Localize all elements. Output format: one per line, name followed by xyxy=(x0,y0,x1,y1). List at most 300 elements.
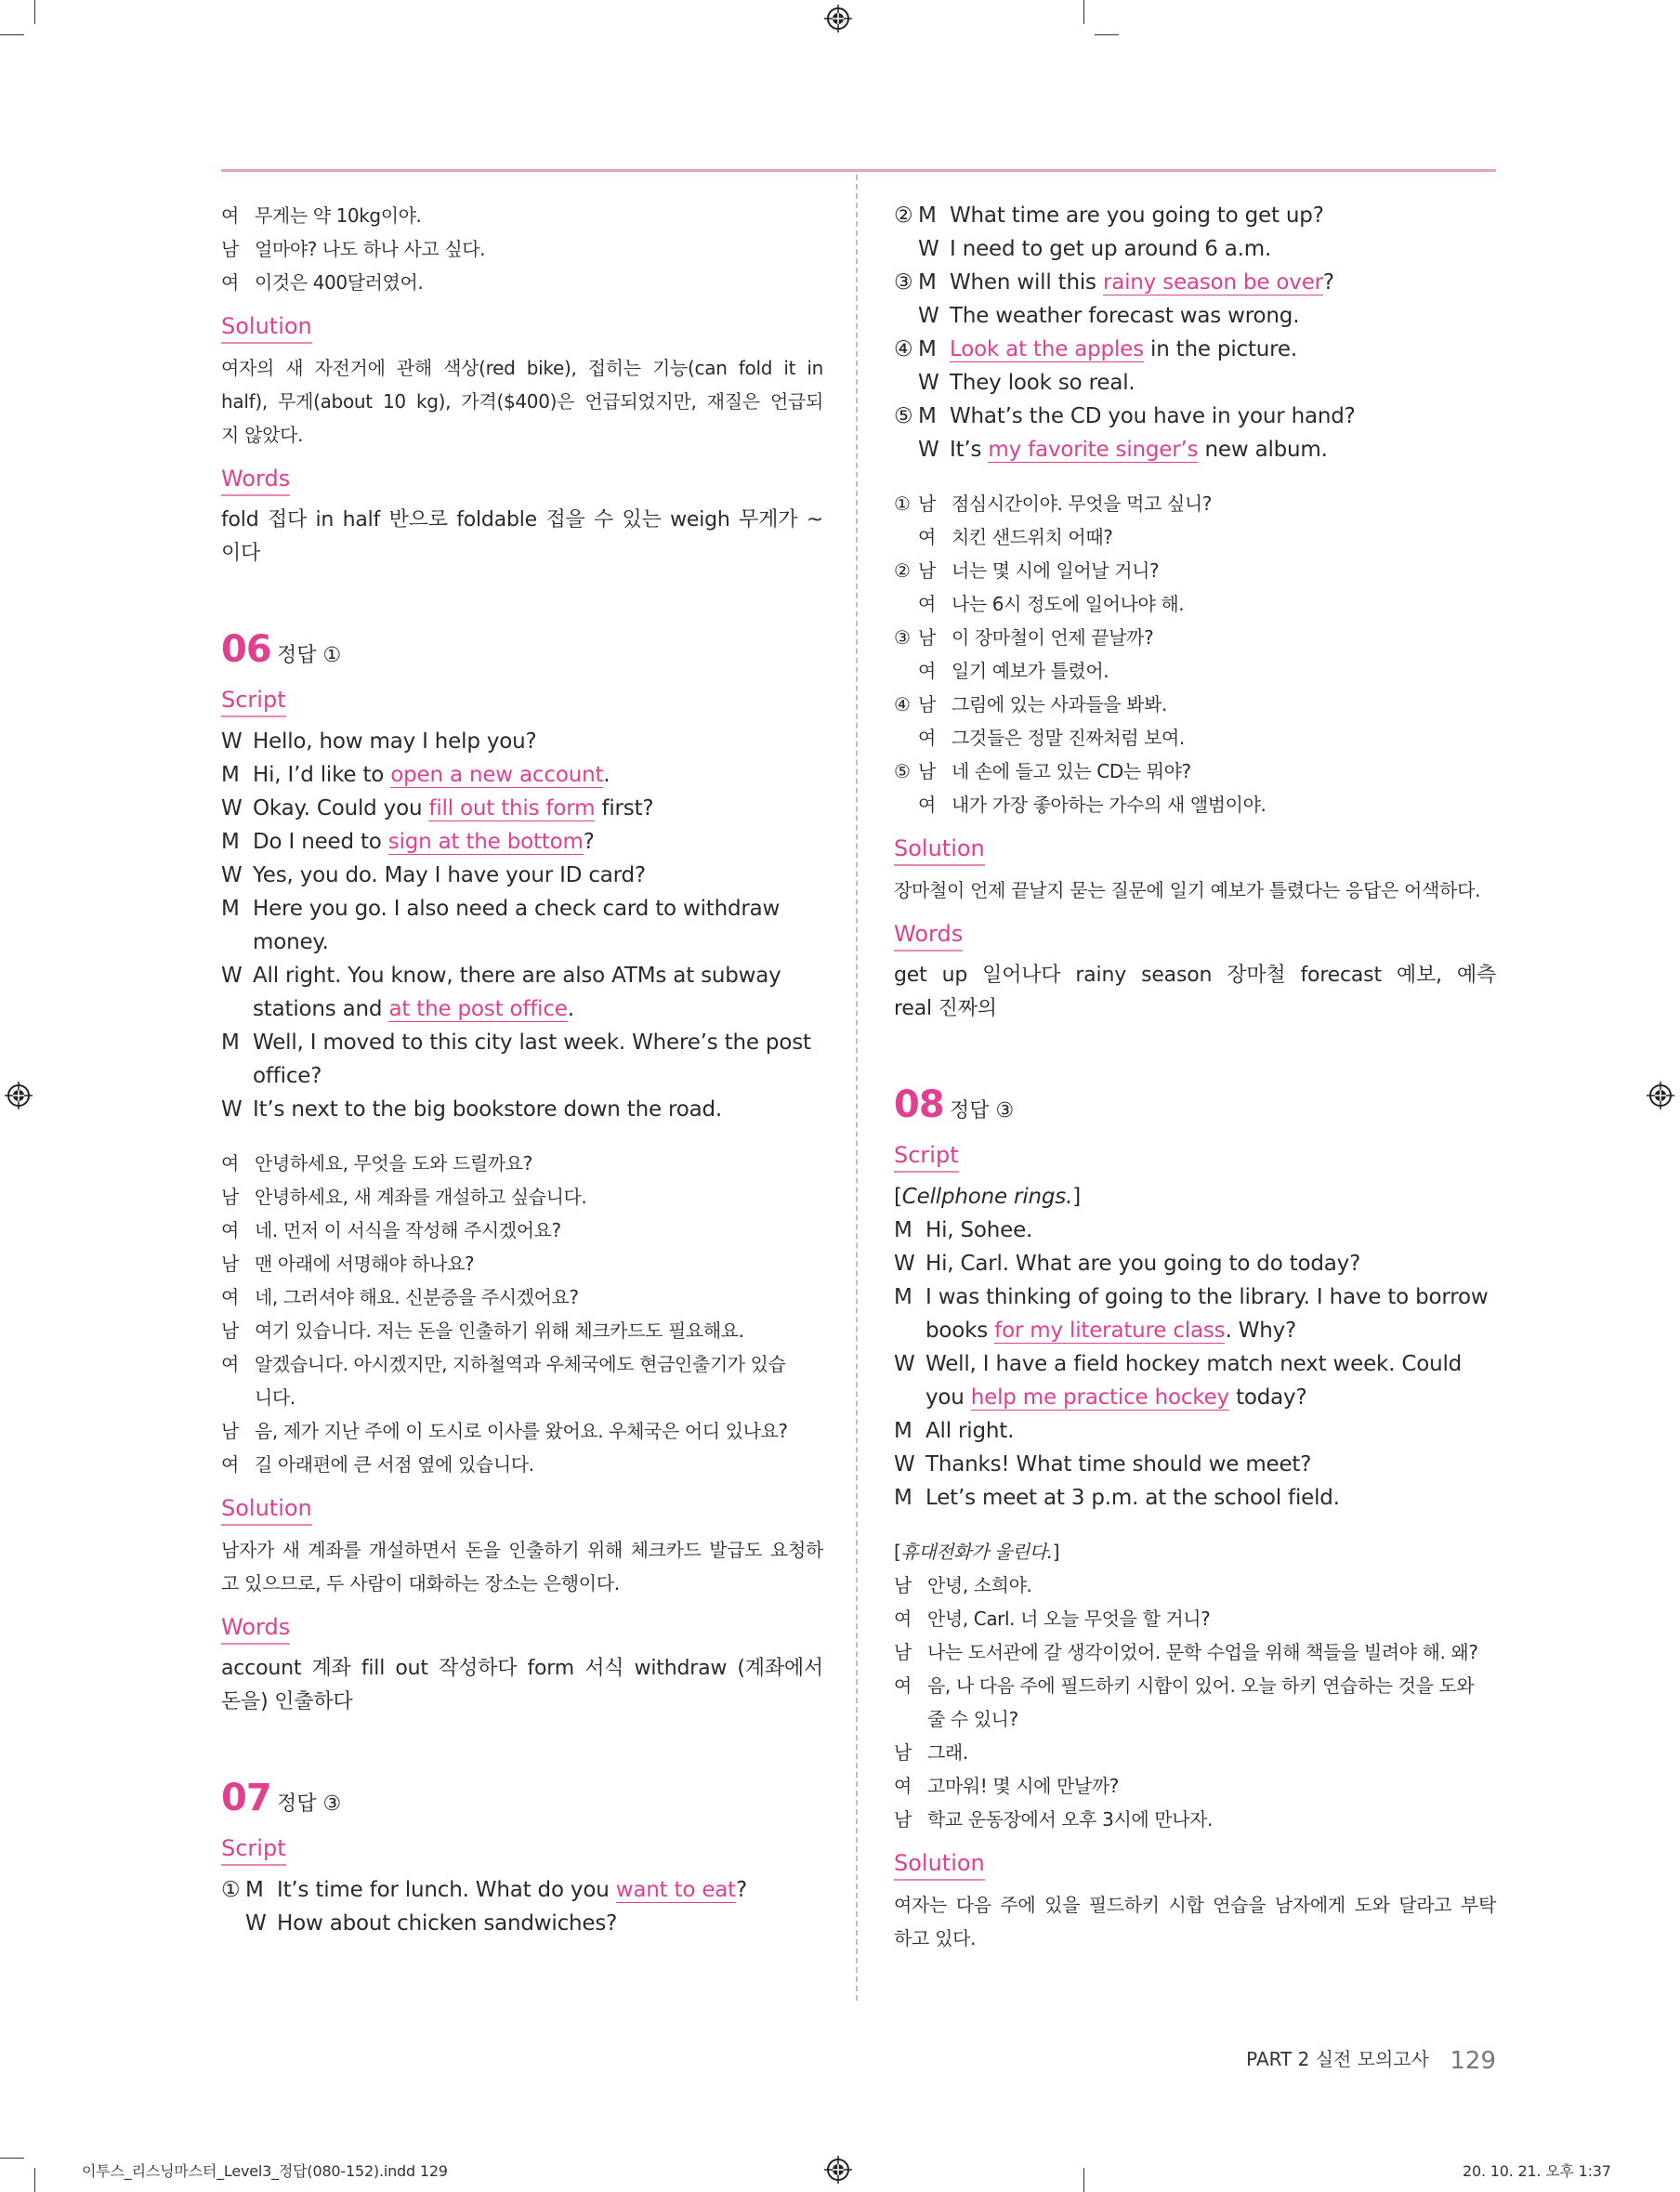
highlight-blank: want to eat xyxy=(615,1878,736,1902)
script-line xyxy=(894,199,1496,232)
speaker-label: M xyxy=(894,1486,912,1510)
line-text-part: Hi, I’d like to xyxy=(253,763,391,787)
line-text-part: How about chicken sandwiches? xyxy=(277,1911,618,1936)
speaker-label: 여 xyxy=(221,271,239,294)
words-text xyxy=(221,1652,823,1719)
line-text: 치킨 샌드위치 어때? xyxy=(952,526,1113,548)
script-line xyxy=(894,1214,1496,1247)
line-text-part: office? xyxy=(253,1064,322,1088)
line-text xyxy=(925,1314,1496,1347)
translation-line xyxy=(894,487,1496,520)
item-number: ⑤ xyxy=(894,760,911,782)
line-text-part: . xyxy=(603,763,610,787)
solution-line: 고 있으므로, 두 사람이 대화하는 장소는 은행이다. xyxy=(221,1572,620,1595)
line-text-part: What time are you going to get up? xyxy=(950,203,1324,228)
speaker-label: W xyxy=(918,304,939,328)
line-text: 네. 먼저 이 서식을 작성해 주시겠어요? xyxy=(255,1219,561,1241)
line-text: 내가 가장 좋아하는 가수의 새 앨범이야. xyxy=(952,794,1267,816)
registration-mark-icon xyxy=(824,5,852,33)
translation-line xyxy=(221,1347,823,1381)
item-number xyxy=(894,232,918,266)
answer-label: 정답 ① xyxy=(277,644,342,667)
speaker-label: W xyxy=(221,863,243,887)
translation-line-cont xyxy=(894,1702,1496,1736)
speaker-label: W xyxy=(918,237,939,261)
line-text: 나는 6시 정도에 일어나야 해. xyxy=(952,593,1185,615)
line-text: 니다. xyxy=(255,1386,295,1409)
words-label: Words xyxy=(221,1611,290,1645)
highlight-blank: for my literature class xyxy=(994,1319,1226,1343)
line-text-part: It’s time for lunch. What do you xyxy=(277,1878,616,1902)
solution-text xyxy=(894,873,1496,907)
question-header-07 xyxy=(221,1777,823,1819)
speaker-label: W xyxy=(894,1452,915,1477)
line-text xyxy=(950,199,1496,232)
script-line xyxy=(221,1093,823,1126)
item-number: ① xyxy=(894,492,911,515)
right-column xyxy=(894,199,1496,1955)
crop-mark xyxy=(34,2168,35,2192)
script-line xyxy=(894,1448,1496,1481)
item-number xyxy=(894,788,918,821)
script-line xyxy=(221,758,823,792)
speaker-label: M xyxy=(221,830,240,854)
line-text: 맨 아래에 서명해야 하나요? xyxy=(255,1253,475,1275)
line-text: 줄 수 있니? xyxy=(927,1708,1018,1730)
line-text xyxy=(253,825,823,859)
line-text xyxy=(253,925,823,959)
script-line xyxy=(221,1907,823,1940)
column-divider xyxy=(856,175,858,2001)
script-line xyxy=(894,266,1496,299)
line-text xyxy=(253,792,823,825)
line-text: 그것들은 정말 진짜처럼 보여. xyxy=(952,727,1185,749)
line-text-part: new album. xyxy=(1198,438,1328,462)
script-line xyxy=(894,1280,1496,1314)
solution-label: Solution xyxy=(894,1847,985,1881)
question-number: 06 xyxy=(221,628,271,671)
script-dialogue xyxy=(221,725,823,1126)
script-line xyxy=(221,859,823,892)
solution-label: Solution xyxy=(221,310,312,344)
line-text xyxy=(253,892,823,925)
translation-line xyxy=(221,232,823,266)
speaker-label: W xyxy=(894,1252,915,1276)
speaker-label: 여 xyxy=(894,1775,912,1797)
speaker-spacer xyxy=(221,925,253,959)
script-line-cont xyxy=(894,1381,1496,1414)
words-line: account 계좌 fill out 작성하다 form 서식 withdraw (계좌에서 xyxy=(221,1657,823,1680)
speaker-label: M xyxy=(221,1030,240,1055)
script-label: Script xyxy=(221,684,286,717)
line-text-part: What’s the CD you have in your hand? xyxy=(950,404,1356,428)
words-line: 돈을) 인출하다 xyxy=(221,1690,353,1713)
speaker-label: 여 xyxy=(894,1674,912,1697)
speaker-label: 남 xyxy=(894,1574,912,1596)
words-text xyxy=(894,959,1496,1026)
script-line xyxy=(221,825,823,859)
slug-date: 20. 10. 21. 오후 1:37 xyxy=(1463,2162,1611,2180)
speaker-label: W xyxy=(221,1097,243,1122)
item-number: ⑤ xyxy=(894,404,913,428)
translation-dialogue xyxy=(221,1147,823,1481)
line-text-part: All right. xyxy=(925,1419,1015,1443)
line-text-part: . Why? xyxy=(1225,1319,1296,1343)
translation-line xyxy=(221,1147,823,1180)
speaker-label: 여 xyxy=(918,526,936,548)
line-text-part: first? xyxy=(595,796,654,820)
speaker-label: 남 xyxy=(918,626,936,649)
line-text xyxy=(925,1448,1496,1481)
line-text-part: Okay. Could you xyxy=(253,796,429,820)
translation-line xyxy=(221,1280,823,1314)
line-text xyxy=(950,433,1496,466)
line-text xyxy=(925,1280,1496,1314)
registration-mark-icon xyxy=(5,1082,33,1109)
highlight-blank: fill out this form xyxy=(428,796,596,820)
left-column xyxy=(221,199,823,1940)
line-text-part: today? xyxy=(1228,1385,1307,1410)
line-text-part: When will this xyxy=(950,270,1103,295)
speaker-label: 여 xyxy=(918,727,936,749)
line-text: 음, 제가 지난 주에 이 도시로 이사를 왔어요. 우체국은 어디 있나요? xyxy=(255,1420,788,1442)
line-text xyxy=(950,400,1496,433)
speaker-label: 남 xyxy=(221,1319,239,1342)
line-text: 네, 그러셔야 해요. 신분증을 주시겠어요? xyxy=(255,1286,579,1308)
speaker-spacer xyxy=(894,1314,925,1347)
highlight-blank: open a new account xyxy=(390,763,604,787)
translation-line xyxy=(894,1635,1496,1669)
line-text-part: you xyxy=(925,1385,971,1410)
line-text xyxy=(253,1059,823,1093)
line-text xyxy=(253,1026,823,1059)
item-number: ① xyxy=(221,1878,241,1902)
solution-text xyxy=(221,351,823,452)
translation-line xyxy=(221,266,823,299)
line-text-part: Hi, Carl. What are you going to do today? xyxy=(925,1252,1361,1276)
line-text: 학교 운동장에서 오후 3시에 만나자. xyxy=(927,1808,1213,1831)
script-line xyxy=(221,1026,823,1059)
line-text xyxy=(950,266,1496,299)
line-text: 고마워! 몇 시에 만날까? xyxy=(927,1775,1119,1797)
line-text: 그래. xyxy=(927,1741,968,1764)
solution-label: Solution xyxy=(221,1492,312,1526)
item-number xyxy=(894,654,918,688)
solution-label: Solution xyxy=(894,833,985,866)
line-text: 안녕, Carl. 너 오늘 무엇을 할 거니? xyxy=(927,1608,1211,1630)
speaker-label: M xyxy=(894,1419,912,1443)
line-text-part: stations and xyxy=(253,997,389,1021)
script-line-cont xyxy=(221,925,823,959)
highlight-blank: sign at the bottom xyxy=(387,830,584,854)
item-number xyxy=(894,587,918,621)
words-label: Words xyxy=(221,463,290,496)
line-text xyxy=(950,333,1496,366)
speaker-label: M xyxy=(894,1218,912,1242)
item-number xyxy=(894,299,918,333)
answer-label: 정답 ③ xyxy=(950,1099,1015,1122)
speaker-label: M xyxy=(221,897,240,921)
script-line xyxy=(221,725,823,758)
speaker-label: 여 xyxy=(221,1152,239,1175)
translation-line xyxy=(894,1602,1496,1635)
answer-label: 정답 ③ xyxy=(277,1792,342,1816)
translation-line xyxy=(894,1569,1496,1602)
solution-line: half), 무게(about 10 kg), 가격($400)은 언급되었지만, 재질은 언급되 xyxy=(221,390,823,413)
translation-line xyxy=(894,1803,1496,1836)
speaker-label: M xyxy=(245,1878,264,1902)
line-text: 나는 도서관에 갈 생각이었어. 문학 수업을 위해 책들을 빌려야 해. 왜? xyxy=(927,1641,1478,1663)
translation-line xyxy=(894,587,1496,621)
translation-dialogue xyxy=(894,487,1496,821)
words-line: get up 일어나다 rainy season 장마철 forecast 예보, 예측 xyxy=(894,964,1496,987)
line-text: 안녕하세요, 무엇을 도와 드릴까요? xyxy=(255,1152,532,1175)
script-line-cont xyxy=(221,992,823,1026)
solution-text xyxy=(221,1533,823,1600)
question-number: 07 xyxy=(221,1777,271,1819)
translation-line xyxy=(894,788,1496,821)
line-text-part: All right. You know, there are also ATMs at subway xyxy=(253,964,781,988)
line-text: 음, 나 다음 주에 필드하키 시합이 있어. 오늘 하키 연습하는 것을 도와 xyxy=(927,1674,1475,1697)
line-text xyxy=(950,366,1496,400)
script-line xyxy=(894,1247,1496,1280)
script-line xyxy=(221,792,823,825)
script-label: Script xyxy=(894,1139,959,1173)
speaker-spacer xyxy=(221,992,253,1026)
highlight-blank: my favorite singer’s xyxy=(988,438,1199,462)
script-dialogue xyxy=(221,1873,823,1940)
line-text-part: Do I need to xyxy=(253,830,388,854)
solution-line: 여자의 새 자전거에 관해 색상(red bike), 접히는 기능(can fold it in xyxy=(221,357,823,379)
words-text xyxy=(221,504,823,571)
script-line-cont xyxy=(894,1314,1496,1347)
line-text: 얼마야? 나도 하나 사고 싶다. xyxy=(255,238,486,260)
translation-line xyxy=(894,721,1496,755)
words-line: real 진짜의 xyxy=(894,997,997,1020)
line-text: 너는 몇 시에 일어날 거니? xyxy=(952,559,1160,582)
line-text: 이것은 400달러였어. xyxy=(255,271,424,294)
line-text-part: books xyxy=(925,1319,995,1343)
line-text xyxy=(253,725,823,758)
item-number: ② xyxy=(894,203,913,228)
line-text-part: Let’s meet at 3 p.m. at the school field. xyxy=(925,1486,1340,1510)
intro-translation xyxy=(221,199,823,299)
highlight-blank: Look at the apples xyxy=(950,337,1144,361)
translation-line xyxy=(221,1214,823,1247)
translation-line xyxy=(894,1769,1496,1803)
script-line-cont xyxy=(221,1059,823,1093)
script-line xyxy=(894,232,1496,266)
speaker-label: W xyxy=(221,964,243,988)
question-number: 08 xyxy=(894,1083,944,1126)
speaker-label: W xyxy=(245,1911,267,1936)
registration-mark-icon xyxy=(1647,1082,1674,1109)
crop-mark xyxy=(1095,34,1119,35)
line-text-part: Hello, how may I help you? xyxy=(253,729,537,754)
translation-line xyxy=(894,654,1496,688)
speaker-label: W xyxy=(894,1352,915,1376)
line-text-part: I need to get up around 6 a.m. xyxy=(950,237,1272,261)
line-text xyxy=(925,1414,1496,1448)
stage-direction-kr: [휴대전화가 울린다.] xyxy=(894,1541,1060,1563)
speaker-label: 남 xyxy=(918,693,936,715)
line-text: 일기 예보가 틀렸어. xyxy=(952,660,1109,682)
line-text: 안녕하세요, 새 계좌를 개설하고 싶습니다. xyxy=(255,1186,587,1208)
line-text xyxy=(277,1873,823,1907)
crop-mark xyxy=(34,0,35,24)
crop-mark xyxy=(0,2158,24,2159)
translation-line xyxy=(894,755,1496,788)
line-text-part: money. xyxy=(253,930,329,954)
item-number: ③ xyxy=(894,626,911,649)
line-text xyxy=(925,1381,1496,1414)
speaker-label: 남 xyxy=(221,1253,239,1275)
speaker-label: 남 xyxy=(894,1641,912,1663)
stage-direction: [Cellphone rings.] xyxy=(894,1185,1081,1209)
line-text-part: Here you go. I also need a check card to withdraw xyxy=(253,897,781,921)
speaker-spacer xyxy=(221,1059,253,1093)
crop-mark xyxy=(1083,0,1084,24)
script-line xyxy=(894,366,1496,400)
speaker-label: 남 xyxy=(221,238,239,260)
speaker-label: 남 xyxy=(894,1741,912,1764)
speaker-label: M xyxy=(918,203,937,228)
line-text-part: I was thinking of going to the library. I have to borrow xyxy=(925,1285,1489,1309)
line-text xyxy=(950,232,1496,266)
script-line xyxy=(894,333,1496,366)
solution-line: 장마철이 언제 끝날지 묻는 질문에 일기 예보가 틀렸다는 응답은 어색하다. xyxy=(894,879,1481,901)
speaker-label: 남 xyxy=(918,559,936,582)
speaker-label: 여 xyxy=(918,660,936,682)
line-text-part: ? xyxy=(1322,270,1334,295)
speaker-label: 여 xyxy=(918,593,936,615)
solution-line: 지 않았다. xyxy=(221,424,304,446)
line-text-part: They look so real. xyxy=(950,371,1135,395)
line-text: 점심시간이야. 무엇을 먹고 싶니? xyxy=(952,492,1213,515)
translation-line xyxy=(894,621,1496,654)
speaker-label: W xyxy=(221,796,243,820)
line-text-part: in the picture. xyxy=(1143,337,1297,361)
speaker-spacer xyxy=(894,1381,925,1414)
translation-line xyxy=(894,1669,1496,1702)
speaker-label: 여 xyxy=(221,1353,239,1375)
speaker-label: 여 xyxy=(894,1608,912,1630)
speaker-label: 여 xyxy=(221,1453,239,1476)
speaker-label: 남 xyxy=(221,1186,239,1208)
words-line: fold 접다 in half 반으로 foldable 접을 수 있는 weigh 무게가 ~ xyxy=(221,508,823,532)
speaker-label: W xyxy=(221,729,243,754)
line-text-part: Yes, you do. May I have your ID card? xyxy=(253,863,646,887)
item-number xyxy=(894,366,918,400)
speaker-label: 남 xyxy=(894,1808,912,1831)
script-line xyxy=(221,1873,823,1907)
speaker-label: M xyxy=(918,404,937,428)
line-text: 이 장마철이 언제 끝날까? xyxy=(952,626,1154,649)
crop-mark xyxy=(0,34,24,35)
line-text xyxy=(925,1481,1496,1515)
translation-line xyxy=(221,1414,823,1448)
speaker-spacer xyxy=(894,1702,927,1736)
line-text: 알겠습니다. 아시겠지만, 지하철역과 우체국에도 현금인출기가 있습 xyxy=(255,1353,786,1375)
speaker-label: 남 xyxy=(918,492,936,515)
speaker-label: W xyxy=(918,438,939,462)
speaker-label: 여 xyxy=(221,1219,239,1241)
line-text-part: Hi, Sohee. xyxy=(925,1218,1033,1242)
line-text xyxy=(925,1347,1496,1381)
item-number xyxy=(894,520,918,554)
script-dialogue xyxy=(894,1214,1496,1515)
script-line xyxy=(894,1414,1496,1448)
line-text: 무게는 약 10kg이야. xyxy=(255,204,422,227)
line-text xyxy=(253,859,823,892)
line-text xyxy=(253,959,823,992)
translation-line xyxy=(894,554,1496,587)
part-label: PART 2 실전 모의고사 xyxy=(1246,2048,1429,2070)
line-text xyxy=(253,992,823,1026)
translation-line xyxy=(221,199,823,232)
line-text xyxy=(950,299,1496,333)
script-label: Script xyxy=(221,1832,286,1866)
translation-line xyxy=(894,520,1496,554)
item-number xyxy=(221,1907,245,1940)
registration-mark-icon xyxy=(824,2156,852,2184)
translation-line xyxy=(221,1247,823,1280)
line-text: 여기 있습니다. 저는 돈을 인출하기 위해 체크카드도 필요해요. xyxy=(255,1319,744,1342)
line-text: 그림에 있는 사과들을 봐봐. xyxy=(952,693,1167,715)
highlight-blank: rainy season be over xyxy=(1102,270,1323,295)
speaker-label: 여 xyxy=(918,794,936,816)
script-line xyxy=(894,1481,1496,1515)
line-text-part: ? xyxy=(583,830,595,854)
slug-file: 이투스_리스닝마스터_Level3_정답(080-152).indd 129 xyxy=(82,2162,448,2180)
solution-line: 여자는 다음 주에 있을 필드하키 시합 연습을 남자에게 도와 달라고 부탁 xyxy=(894,1894,1496,1916)
line-text xyxy=(925,1214,1496,1247)
line-text: 길 아래편에 큰 서점 옆에 있습니다. xyxy=(255,1453,534,1476)
line-text-part: Well, I moved to this city last week. Where’s the post xyxy=(253,1030,811,1055)
script-line xyxy=(894,400,1496,433)
solution-line: 하고 있다. xyxy=(894,1927,977,1949)
script-line xyxy=(894,299,1496,333)
script-line xyxy=(221,959,823,992)
line-text-part: Thanks! What time should we meet? xyxy=(925,1452,1312,1477)
item-number: ④ xyxy=(894,693,911,715)
translation-line xyxy=(894,688,1496,721)
speaker-label: M xyxy=(918,337,937,361)
solution-line: 남자가 새 계좌를 개설하면서 돈을 인출하기 위해 체크카드 발급도 요청하 xyxy=(221,1539,823,1561)
speaker-spacer xyxy=(221,1381,255,1414)
line-text xyxy=(253,1093,823,1126)
words-label: Words xyxy=(894,918,963,952)
speaker-label: 여 xyxy=(221,204,239,227)
highlight-blank: at the post office xyxy=(388,997,568,1021)
speaker-label: M xyxy=(918,270,937,295)
speaker-label: 남 xyxy=(221,1420,239,1442)
speaker-label: 여 xyxy=(221,1286,239,1308)
script-line xyxy=(894,1347,1496,1381)
translation-dialogue xyxy=(894,1569,1496,1836)
question-header-08 xyxy=(894,1083,1496,1126)
speaker-label: 남 xyxy=(918,760,936,782)
crop-mark xyxy=(1083,2168,1084,2192)
translation-line xyxy=(894,1736,1496,1769)
translation-line xyxy=(221,1314,823,1347)
item-number xyxy=(894,721,918,755)
line-text-part: It’s next to the big bookstore down the road. xyxy=(253,1097,723,1122)
speaker-label: M xyxy=(894,1285,912,1309)
words-line: 이다 xyxy=(221,542,261,565)
item-number: ② xyxy=(894,559,911,582)
top-rule xyxy=(221,169,1496,172)
